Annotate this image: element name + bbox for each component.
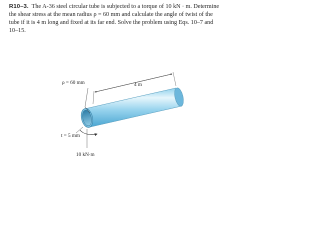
- problem-body: The A-36 steel circular tube is subjected to a torque of 10 kN · m. Determine the shear stress at the mean radius ρ = 60 mm and calculate the angle of twist of the tube if it is 4 m long and fixed at its far end. Solve the problem using Eqs. 10–7 and 10–15.: [9, 4, 220, 34]
- torque-arrow: [80, 129, 97, 148]
- length-label: 4 m: [134, 82, 142, 88]
- torque-label: 10 kN·m: [76, 152, 95, 158]
- tube-body: [84, 87, 185, 127]
- radius-label: ρ = 60 mm: [62, 80, 85, 86]
- tube-figure: [0, 0, 228, 166]
- thickness-label: t = 5 mm: [61, 133, 80, 139]
- problem-number: R10–3.: [9, 4, 29, 10]
